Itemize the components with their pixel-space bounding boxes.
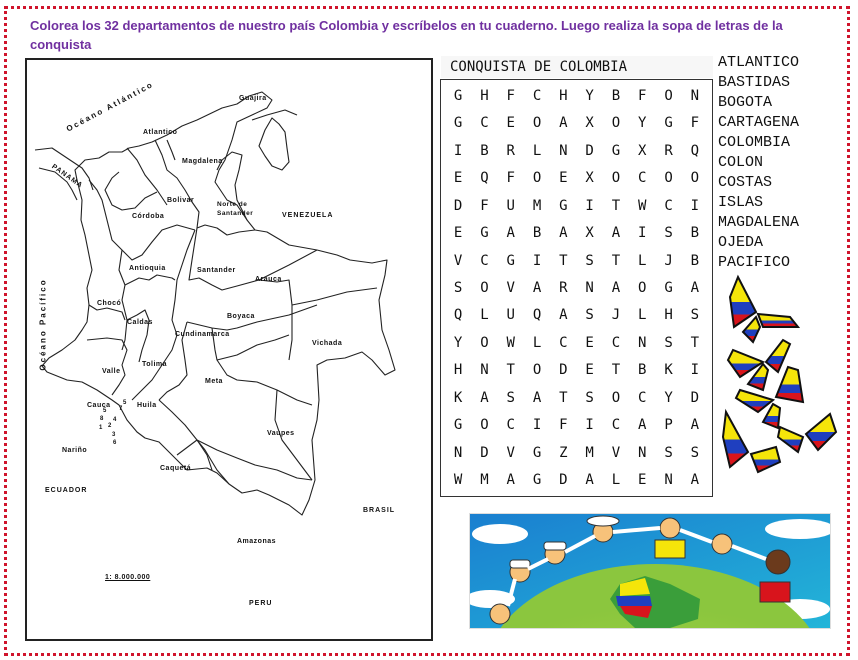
word-search-cell: F [690,115,700,132]
word-search-cell: L [638,252,647,269]
word-search-cell: E [506,115,515,132]
label-ecuador: ECUADOR [45,487,88,494]
word-search-cell: S [585,307,594,324]
word-search-cell: C [532,87,542,104]
word-search-cell: G [480,225,489,242]
instructions-line-1: Colorea los 32 departamentos de nuestro país Colombia y escríbelos en tu cuaderno. Luego realiza la sopa de letras de la conquista [30,18,783,52]
word-search-cell: V [506,444,515,461]
word-search-cell: A [559,115,568,132]
word-search-cell: Q [690,142,700,159]
word-search-cell: C [480,115,489,132]
cauca-marker: 6 [113,440,117,446]
word-search-cell: M [532,197,542,214]
word-search-cell: O [664,87,673,104]
word-search-cell: Z [559,444,568,461]
word-search-cell: W [506,334,515,351]
word-search-cell: Q [480,170,489,187]
label-peru: PERU [249,600,273,607]
word-search-cell: F [559,417,568,434]
label-atlantico: Atlantico [143,129,178,136]
word-search-cell: N [664,472,673,489]
label-arauca: Arauca [255,276,282,283]
label-huila: Huila [137,402,157,409]
label-bolivar: Bolivar [167,197,195,204]
word-search-cell: R [559,279,568,296]
word-search-cell: A [638,417,647,434]
word-search-cell: O [611,170,621,187]
word-search-cell: C [506,417,515,434]
label-caqueta: Caquetá [160,465,192,472]
map-scale: 1: 8.000.000 [105,574,151,581]
word-search-cell: A [690,472,700,489]
label-caldas: Caldas [127,319,153,326]
word-search-cell: A [611,225,621,242]
word-search-cell: J [664,252,673,269]
word-search-cell: B [611,87,621,104]
word-search-cell: R [506,142,515,159]
label-boyaca: Boyaca [227,313,255,320]
word-list-item: BOGOTA [718,94,773,111]
word-search-cell: L [611,472,621,489]
word-search-cell: I [638,225,647,242]
word-search-cell: E [559,170,568,187]
cauca-marker: 2 [108,423,112,429]
word-list-item: BASTIDAS [718,74,791,91]
word-search-cell: N [585,279,594,296]
word-search-cell: O [532,170,542,187]
word-search-cell: U [506,307,515,324]
word-search-cell: I [585,417,594,434]
label-panama: PANAMA [50,163,84,190]
label-santander: Santander [197,267,236,274]
word-search-cell: S [585,252,594,269]
word-search-cell: E [585,334,594,351]
word-search-cell: L [638,307,647,324]
word-search-cell: A [611,279,621,296]
label-pacific-ocean: Océano Pacífico [38,278,48,371]
word-search-cell: N [453,444,463,461]
word-search-cell: G [453,115,463,132]
word-search-cell: K [453,389,463,406]
word-search-cell: S [506,389,515,406]
word-search-cell: X [585,115,594,132]
word-search-cell: O [690,170,700,187]
word-list-item: COSTAS [718,174,773,191]
word-search-cell: O [638,279,647,296]
word-search-cell: V [506,279,515,296]
word-search-cell: S [690,307,700,324]
word-search-cell: I [585,197,594,214]
cauca-marker: 1 [99,425,103,431]
label-magdalena: Magdalena [182,158,223,165]
word-list-item: CARTAGENA [718,114,800,131]
word-search-cell: O [480,334,489,351]
word-search-cell: O [480,417,489,434]
label-brasil: BRASIL [363,507,396,514]
word-search-cell: H [480,87,489,104]
word-search-cell: S [664,444,673,461]
word-search-cell: E [453,170,463,187]
label-cauca: Cauca [87,402,111,409]
word-search-cell: Y [585,87,594,104]
word-search-cell: B [638,362,647,379]
label-atlantic-ocean: Océano Atlántico [64,79,156,134]
word-search-title: CONQUISTA DE COLOMBIA [441,56,713,78]
word-search-cell: A [506,472,515,489]
word-search-cell: R [664,142,673,159]
word-search-cell: G [664,279,673,296]
word-search-cell: T [611,197,621,214]
cauca-marker: 7 [119,406,123,412]
word-search-cell: G [453,417,463,434]
word-search-cell: O [611,389,621,406]
word-search-cell: A [585,472,594,489]
word-search-cell: T [559,389,568,406]
word-search-cell: S [664,334,673,351]
word-search-cell: W [638,197,647,214]
word-search-cell: P [664,417,673,434]
label-vaupes: Vaupes [267,430,295,437]
label-narino: Nariño [62,447,88,454]
cauca-marker: 3 [112,432,116,438]
word-search-cell: E [585,362,594,379]
word-search-cell: S [453,279,463,296]
label-norte-santander-1: Norte de [217,201,248,208]
word-search-cell: G [532,472,542,489]
word-search-cell: S [585,389,594,406]
word-search-cell: M [480,472,489,489]
word-list-item: OJEDA [718,234,764,251]
word-search-cell: C [559,334,568,351]
word-search-cell: H [559,87,568,104]
label-tolima: Tolima [142,361,168,368]
word-search-cell: H [453,362,463,379]
word-list-item: PACIFICO [718,254,791,271]
children-around-globe-image [469,513,831,629]
word-search-cell: S [690,444,700,461]
word-search-cell: B [690,225,700,242]
word-search-cell: B [480,142,489,159]
word-search-cell: L [532,334,542,351]
word-search-grid [440,79,713,497]
word-search-cell: Y [638,115,647,132]
word-search-cell: I [453,142,463,159]
word-search-cell: O [611,115,621,132]
word-search-cell: V [611,444,621,461]
word-search-cell: G [559,197,568,214]
word-search-cell: A [506,225,515,242]
word-list-item: ISLAS [718,194,764,211]
label-venezuela: VENEZUELA [282,212,334,219]
word-search-cell: M [585,444,594,461]
word-search-cell: C [611,417,621,434]
word-search-cell: G [611,142,621,159]
word-search-cell: N [638,334,647,351]
word-search-cell: Y [453,334,463,351]
word-search-cell: V [453,252,463,269]
word-search-cell: Y [664,389,673,406]
word-list-item: COLON [718,154,764,171]
word-search-cell: T [506,362,515,379]
word-search-cell: T [559,252,568,269]
word-search-cell: N [559,142,568,159]
map-outline-drawing [27,60,431,639]
word-list-item: ATLANTICO [718,54,800,71]
word-search-cell: E [453,225,463,242]
word-search-cell: S [664,225,673,242]
word-search-cell: F [506,87,515,104]
word-search-cell: A [532,279,542,296]
label-antioquia: Antioquia [129,265,166,272]
word-search-cell: K [664,362,673,379]
word-search-cell: D [559,472,568,489]
word-search-cell: A [480,389,489,406]
cauca-marker: 5 [123,400,127,406]
word-search-cell: Q [532,307,542,324]
word-search-cell: A [690,417,700,434]
word-search-cell: X [638,142,647,159]
word-search-cell: A [690,279,700,296]
cauca-marker: 5 [103,408,107,414]
word-search-cell: D [480,444,489,461]
word-search-cell: I [532,252,542,269]
word-search-cell: L [532,142,542,159]
word-search-cell: T [611,252,621,269]
word-search-cell: T [611,362,621,379]
word-search-cell: G [532,444,542,461]
word-search-cell: B [532,225,542,242]
word-search-cell: A [532,389,542,406]
word-search-cell: I [532,417,542,434]
colombian-flag-butterflies-image [718,272,843,482]
word-search-cell: F [638,87,647,104]
word-search-cell: H [664,307,673,324]
word-search-cell: N [480,362,489,379]
word-search-cell: J [611,307,621,324]
label-choco: Chocó [97,300,122,307]
colombia-map [25,58,433,641]
word-search-cell: O [480,279,489,296]
word-search-cell: I [690,197,700,214]
word-search-cell: G [506,252,515,269]
word-search-cell: E [638,472,647,489]
word-search-cell: G [453,87,463,104]
word-search-cell: U [506,197,515,214]
label-norte-santander-2: Santander [217,210,254,217]
label-amazonas: Amazonas [237,538,277,545]
label-guajira: Guajira [239,95,267,102]
word-search-cell: O [532,115,542,132]
word-search-cell: C [638,170,647,187]
word-search-cell: N [638,444,647,461]
label-cordoba: Córdoba [132,213,165,220]
word-search-cell: X [585,170,594,187]
word-search-cell: F [480,197,489,214]
word-search-cell: D [453,197,463,214]
word-search-cell: D [690,389,700,406]
word-search-cell: N [690,87,700,104]
cauca-marker: 4 [113,417,117,423]
word-search-cell: X [585,225,594,242]
label-cundinamarca: Cundinamarca [175,331,230,338]
word-search-cell: Q [453,307,463,324]
word-search-cell: D [585,142,594,159]
label-meta: Meta [205,378,223,385]
word-search-cell: L [480,307,489,324]
word-list-item: MAGDALENA [718,214,800,231]
label-valle: Valle [102,368,121,375]
word-search-cell: C [611,334,621,351]
word-search-cell: D [559,362,568,379]
word-search-cell: C [664,197,673,214]
word-search-cell: B [690,252,700,269]
word-search-cell: G [664,115,673,132]
word-search-cell: O [532,362,542,379]
word-search-cell: A [559,225,568,242]
word-search-cell: C [638,389,647,406]
word-list [718,53,848,273]
word-search-cell: C [480,252,489,269]
word-search-cell: I [690,362,700,379]
word-search-cell: O [664,170,673,187]
word-search-cell: T [690,334,700,351]
word-list-item: COLOMBIA [718,134,791,151]
word-search-cell: W [453,472,463,489]
cauca-marker: 8 [100,416,104,422]
word-search-cell: F [506,170,515,187]
label-vichada: Vichada [312,340,343,347]
word-search-cell: A [559,307,568,324]
